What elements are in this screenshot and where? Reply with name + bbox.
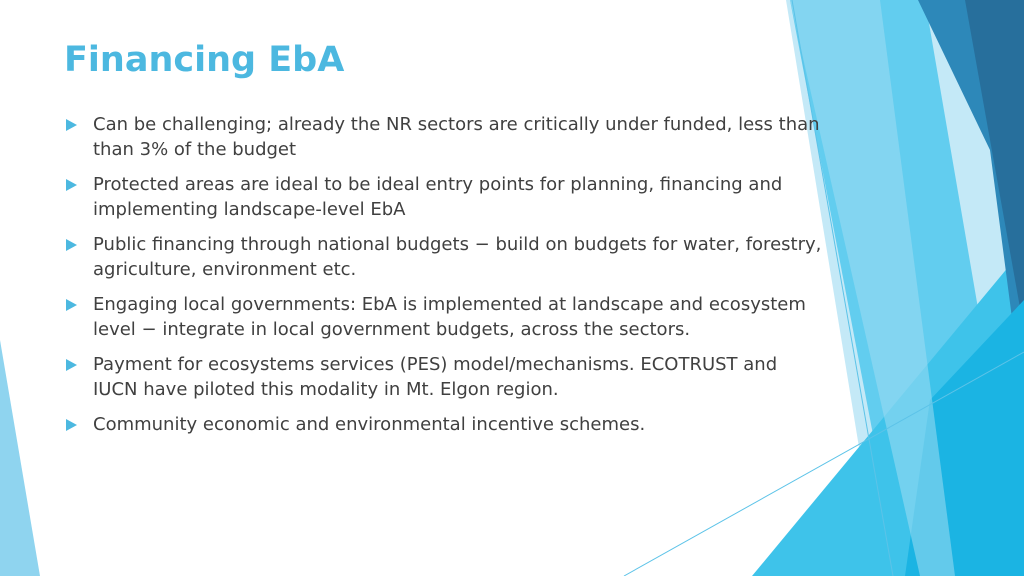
- triangle-bullet-icon: [66, 179, 77, 191]
- bullet-text: Payment for ecosystems services (PES) model/mechanisms. ECOTRUST and IUCN have piloted this modality in Mt. Elgon region.: [93, 354, 778, 400]
- triangle-bullet-icon: [66, 239, 77, 251]
- bullet-text: Protected areas are ideal to be ideal entry points for planning, financing and implementing landscape-level EbA: [93, 174, 783, 220]
- bullet-text: Community economic and environmental incentive schemes.: [93, 414, 646, 435]
- list-item: [64, 232, 824, 282]
- list-item: [64, 172, 824, 222]
- triangle-bullet-icon: [66, 359, 77, 371]
- list-item: [64, 292, 824, 342]
- triangle-bullet-icon: [66, 119, 77, 131]
- bullet-list: [64, 112, 824, 447]
- triangle-bullet-icon: [66, 419, 77, 431]
- bullet-text: Can be challenging; already the NR sectors are critically under funded, less than than 3% of the budget: [93, 114, 820, 160]
- bullet-text: Public financing through national budgets − build on budgets for water, forestry, agriculture, environment etc.: [93, 234, 822, 280]
- bullet-text: Engaging local governments: EbA is implemented at landscape and ecosystem level − integrate in local government budgets, across the sectors.: [93, 294, 806, 340]
- list-item: [64, 352, 824, 402]
- list-item: [64, 412, 824, 437]
- left-accent-shape: [0, 340, 40, 576]
- slide-title: Financing EbA: [64, 40, 345, 80]
- triangle-bullet-icon: [66, 299, 77, 311]
- list-item: [64, 112, 824, 162]
